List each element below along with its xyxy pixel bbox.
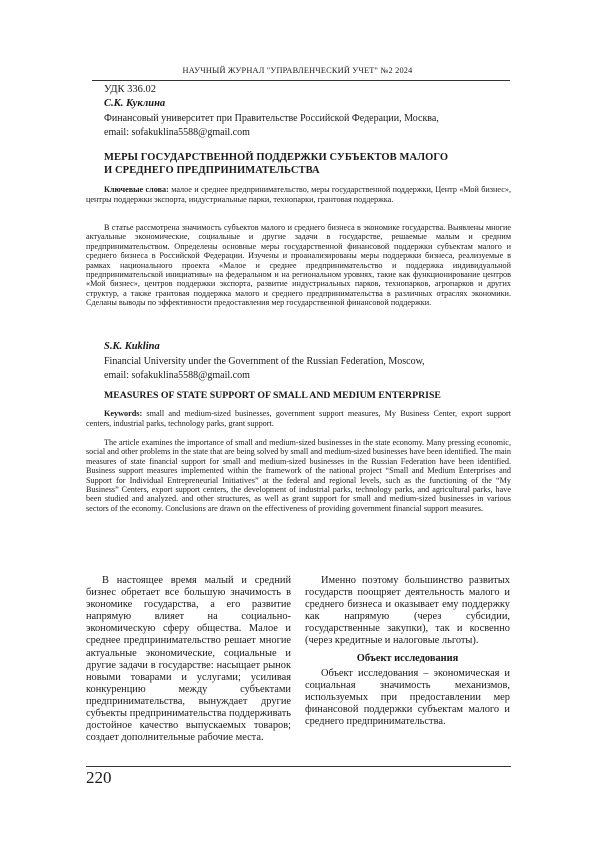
body-paragraph: Именно поэтому большинство развитых государств поощряет деятельность малого и среднего бизнеса и оказывает ему поддержку как напрямую (через субсидии, государственные закупки), так и косвенно (через кредитные и налоговые льготы).	[305, 575, 510, 647]
affiliation-ru: Финансовый университет при Правительстве Российской Федерации, Москва,	[104, 113, 439, 124]
email-en: email: sofakuklina5588@gmail.com	[104, 370, 250, 381]
body-column-right	[305, 575, 510, 728]
article-title-ru	[104, 152, 514, 177]
keywords-en	[86, 409, 511, 429]
author-en: S.K. Kuklina	[104, 341, 160, 352]
title-ru-line2: И СРЕДНЕГО ПРЕДПРИНИМАТЕЛЬСТВА	[104, 164, 320, 176]
author-ru: С.К. Куклина	[104, 98, 166, 109]
article-title-en: MEASURES OF STATE SUPPORT OF SMALL AND MEDIUM ENTERPRISE	[104, 390, 441, 401]
title-ru-line1: МЕРЫ ГОСУДАРСТВЕННОЙ ПОДДЕРЖКИ СУБЪЕКТОВ МАЛОГО	[104, 152, 449, 163]
abstract-en: The article examines the importance of small and medium-sized businesses in the state economy. Many pressing economic, social and other problems in the state that are being solved by small and medium-sized businesses have been identified. The main measures of state financial support for small and medium-sized businesses in the Russian Federation have been identified. Business support measures implemented within the framework of the national project “Small and Medium Enterprises and Support for Individual Entrepreneurial Initiatives” at the federal and regional levels, such as the functioning of the “My Business” Centers, export support centers, the development of industrial parks, technology parks, and agricultural parks, have been studied and analyzed. and other structures, as well as grant support for small and medium-sized businesses in various sectors of the economy. Conclusions are drawn on the effectiveness of providing government financial support measures.	[86, 438, 511, 513]
keywords-en-text: small and medium-sized businesses, government support measures, My Business Center, export support centers, industrial parks, technology parks, grant support.	[86, 409, 512, 428]
page-number: 220	[86, 768, 112, 787]
abstract-ru: В статье рассмотрена значимость субъектов малого и среднего бизнеса в экономике государства. Выявлены многие актуальные экономические, социальные и другие задачи в государстве, решаемые малым и средним предпринимательством. Определены основные меры государственной финансовой поддержки субъектам малого и среднего бизнеса в Российской Федерации. Изучены и проанализированы меры поддержки бизнеса, реализуемые в рамках национального проекта «Малое и среднее предпринимательство и поддержка индивидуальной предпринимательской инициативы» на федеральном и на региональном уровнях, такие как функционирование центров «Мой бизнес», центров поддержки экспорта, развитие индустриальных парков, технопарков, агропарков и других структур, а также грантовая поддержка малого и среднего предпринимательства в различных отраслях экономики. Сделаны выводы по эффективности предоставления мер государственной финансовой поддержки.	[86, 223, 511, 308]
body-column-left	[86, 575, 291, 744]
affiliation-en: Financial University under the Government of the Russian Federation, Moscow,	[104, 356, 425, 367]
body-paragraph: В настоящее время малый и средний бизнес обретает все большую значимость в экономике государства, а его развитие напрямую влияет на социально-экономическую сферу общества. Малое и среднее предпринимательство решает многие актуальные экономические, социальные и другие задачи в государстве: насыщает рынок новыми товарами и услугами; усиливая конкуренцию между субъектами предпринимательства, вынуждает другие субъекты предпринимательства поддерживать достойное качество выпускаемых товаров; создает дополнительные рабочие места.	[86, 575, 291, 744]
running-head: НАУЧНЫЙ ЖУРНАЛ "УПРАВЛЕНЧЕСКИЙ УЧЕТ" №2 2024	[182, 66, 413, 75]
keywords-ru	[86, 185, 511, 205]
footer-rule	[86, 766, 511, 767]
keywords-ru-label: Ключевые слова:	[104, 185, 169, 194]
udc-code: УДК 336.02	[104, 84, 157, 95]
keywords-ru-text: малое и среднее предпринимательство, меры государственной поддержки, Центр «Мой бизнес», центры поддержки экспорта, индустриальные парки, технопарки, грантовая поддержка.	[86, 185, 512, 204]
header-rule	[92, 80, 510, 81]
email-ru: email: sofakuklina5588@gmail.com	[104, 127, 250, 138]
section-heading: Объект исследования	[356, 652, 459, 664]
keywords-en-label: Keywords:	[104, 409, 143, 418]
body-paragraph: Объект исследования – экономическая и социальная значимость механизмов, используемых при предоставлении мер финансовой поддержки субъектам малого и среднего предпринимательства.	[305, 667, 510, 728]
